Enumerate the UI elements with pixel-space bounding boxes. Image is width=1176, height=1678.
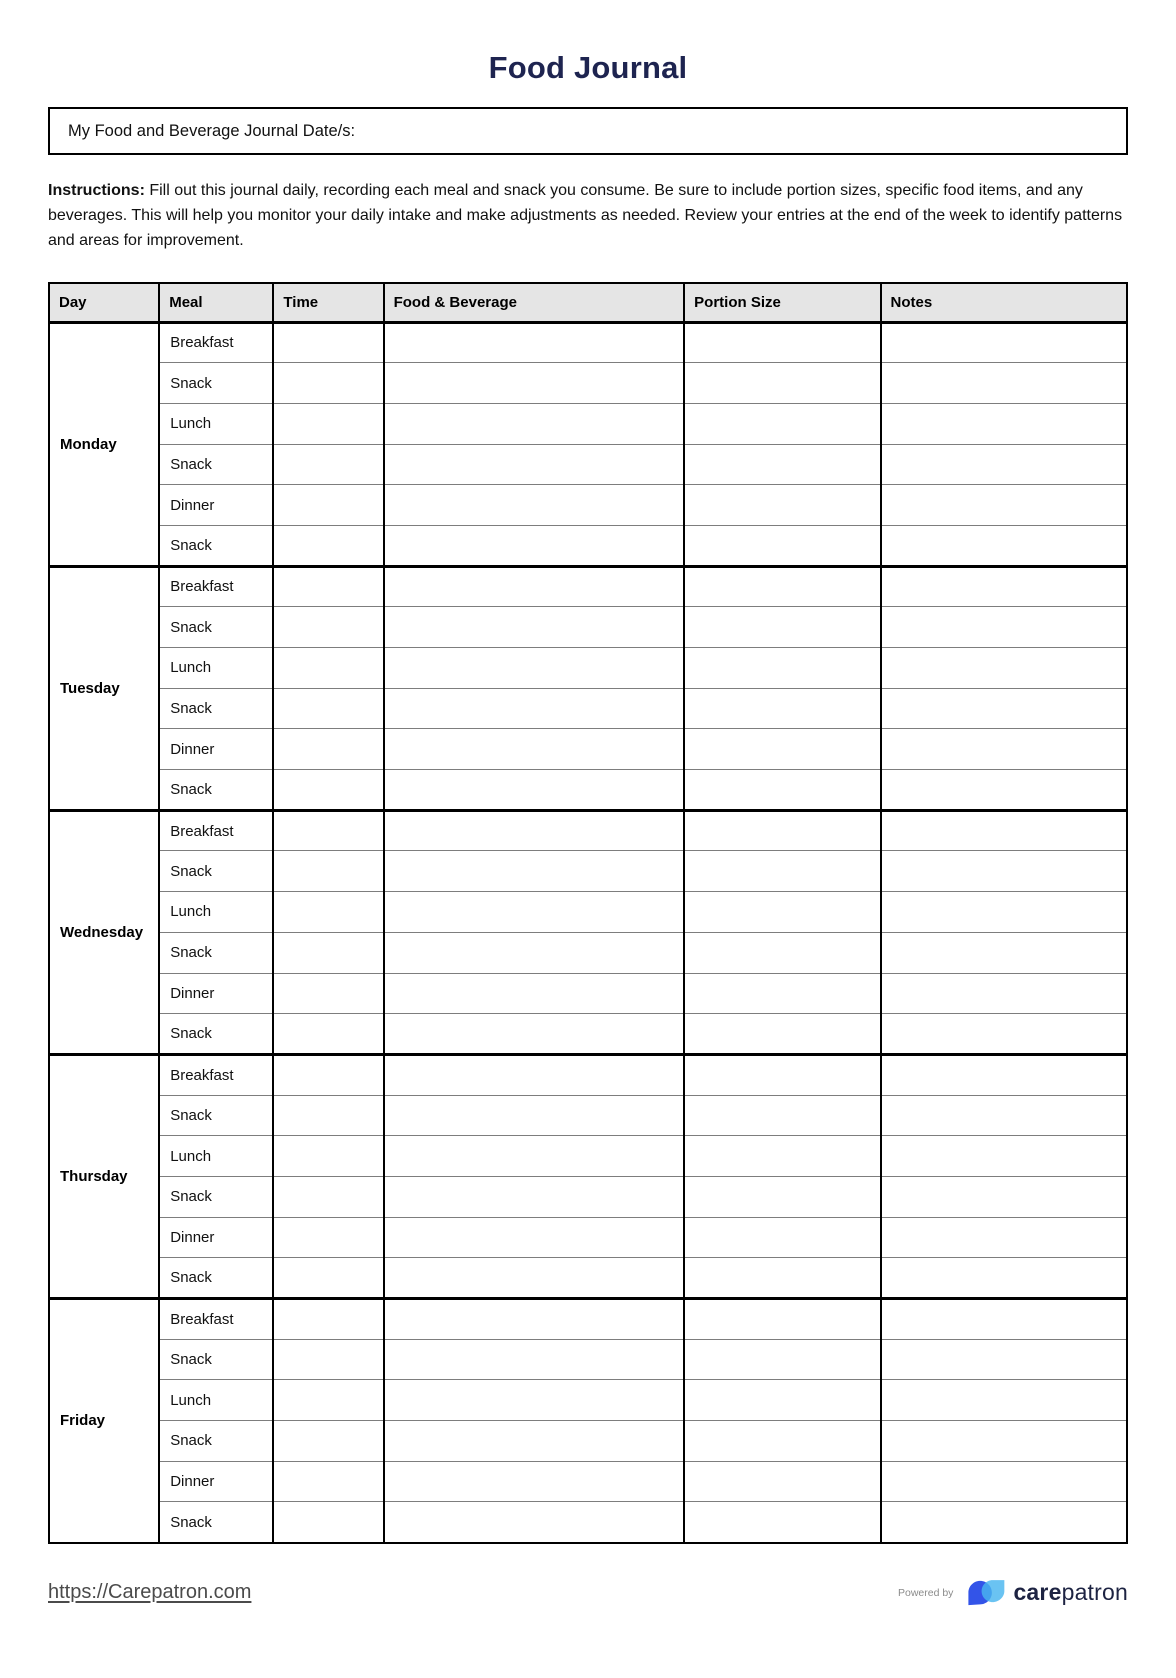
notes-cell[interactable] — [881, 1339, 1127, 1380]
journal-row — [49, 444, 1127, 485]
header-meal: Meal — [159, 283, 273, 322]
day-cell-tuesday: Tuesday — [49, 566, 159, 810]
header-time: Time — [273, 283, 383, 322]
meal-label-cell: Snack — [159, 1095, 273, 1136]
meal-label-cell: Breakfast — [159, 1054, 273, 1095]
footer — [48, 1575, 1128, 1611]
time-cell[interactable] — [273, 770, 383, 811]
time-cell[interactable] — [273, 1136, 383, 1177]
meal-label-cell: Lunch — [159, 892, 273, 933]
instructions-paragraph — [48, 178, 1128, 253]
meal-label-cell: Breakfast — [159, 566, 273, 607]
carepatron-bubbles-icon — [964, 1575, 1008, 1611]
date-box — [48, 107, 1128, 155]
time-cell[interactable] — [273, 1380, 383, 1421]
portion-size-cell[interactable] — [684, 1217, 880, 1258]
journal-row — [49, 648, 1127, 689]
time-cell[interactable] — [273, 1502, 383, 1543]
time-cell[interactable] — [273, 444, 383, 485]
meal-label-cell: Dinner — [159, 485, 273, 526]
portion-size-cell[interactable] — [684, 729, 880, 770]
food-beverage-cell[interactable] — [384, 1421, 685, 1462]
portion-size-cell[interactable] — [684, 973, 880, 1014]
meal-label-cell: Snack — [159, 1176, 273, 1217]
time-cell[interactable] — [273, 932, 383, 973]
instructions-text: Fill out this journal daily, recording each meal and snack you consume. Be sure to include portion sizes, specific food items, and any beverages. This will help you monitor your daily intake and make adjustments as needed. Review your entries at the end of the week to identify patterns and areas for improvement. — [48, 182, 1123, 249]
day-cell-monday: Monday — [49, 322, 159, 566]
journal-row — [49, 1421, 1127, 1462]
journal-row — [49, 851, 1127, 892]
notes-cell[interactable] — [881, 607, 1127, 648]
meal-label-cell: Snack — [159, 607, 273, 648]
notes-cell[interactable] — [881, 1014, 1127, 1055]
meal-label-cell: Lunch — [159, 1136, 273, 1177]
powered-by-label: Powered by — [897, 1586, 954, 1599]
time-cell[interactable] — [273, 607, 383, 648]
notes-cell[interactable] — [881, 1095, 1127, 1136]
food-beverage-cell[interactable] — [384, 1461, 685, 1502]
meal-label-cell: Lunch — [159, 648, 273, 689]
meal-label-cell: Snack — [159, 525, 273, 566]
notes-cell[interactable] — [881, 973, 1127, 1014]
food-beverage-cell[interactable] — [384, 1095, 685, 1136]
food-beverage-cell[interactable] — [384, 1054, 685, 1095]
food-beverage-cell[interactable] — [384, 322, 685, 363]
journal-row — [49, 1095, 1127, 1136]
food-beverage-cell[interactable] — [384, 770, 685, 811]
portion-size-cell[interactable] — [684, 688, 880, 729]
food-beverage-cell[interactable] — [384, 1502, 685, 1543]
journal-row — [49, 770, 1127, 811]
time-cell[interactable] — [273, 1014, 383, 1055]
food-beverage-cell[interactable] — [384, 607, 685, 648]
time-cell[interactable] — [273, 1258, 383, 1299]
powered-by-block — [898, 1575, 1128, 1611]
time-cell[interactable] — [273, 810, 383, 851]
journal-row — [49, 1014, 1127, 1055]
notes-cell[interactable] — [881, 1502, 1127, 1543]
notes-cell[interactable] — [881, 403, 1127, 444]
food-beverage-cell[interactable] — [384, 1339, 685, 1380]
portion-size-cell[interactable] — [684, 1095, 880, 1136]
food-beverage-cell[interactable] — [384, 485, 685, 526]
food-beverage-cell[interactable] — [384, 1380, 685, 1421]
journal-row — [49, 1176, 1127, 1217]
journal-row — [49, 1380, 1127, 1421]
notes-cell[interactable] — [881, 525, 1127, 566]
journal-row — [49, 892, 1127, 933]
food-beverage-cell[interactable] — [384, 810, 685, 851]
time-cell[interactable] — [273, 851, 383, 892]
meal-label-cell: Breakfast — [159, 322, 273, 363]
time-cell[interactable] — [273, 1339, 383, 1380]
notes-cell[interactable] — [881, 363, 1127, 404]
meal-label-cell: Snack — [159, 932, 273, 973]
meal-label-cell: Snack — [159, 770, 273, 811]
time-cell[interactable] — [273, 322, 383, 363]
portion-size-cell[interactable] — [684, 851, 880, 892]
page — [0, 48, 1176, 1678]
portion-size-cell[interactable] — [684, 1014, 880, 1055]
notes-cell[interactable] — [881, 648, 1127, 689]
meal-label-cell: Snack — [159, 363, 273, 404]
food-beverage-cell[interactable] — [384, 1176, 685, 1217]
journal-row — [49, 932, 1127, 973]
notes-cell[interactable] — [881, 485, 1127, 526]
time-cell[interactable] — [273, 1054, 383, 1095]
date-input-area[interactable] — [355, 109, 1126, 153]
time-cell[interactable] — [273, 973, 383, 1014]
notes-cell[interactable] — [881, 1176, 1127, 1217]
portion-size-cell[interactable] — [684, 648, 880, 689]
time-cell[interactable] — [273, 525, 383, 566]
food-beverage-cell[interactable] — [384, 1258, 685, 1299]
food-beverage-cell[interactable] — [384, 525, 685, 566]
food-beverage-cell[interactable] — [384, 1299, 685, 1340]
meal-label-cell: Snack — [159, 1339, 273, 1380]
meal-label-cell: Lunch — [159, 403, 273, 444]
notes-cell[interactable] — [881, 770, 1127, 811]
page-title: Food Journal — [488, 50, 688, 85]
portion-size-cell[interactable] — [684, 1380, 880, 1421]
journal-row — [49, 973, 1127, 1014]
time-cell[interactable] — [273, 1176, 383, 1217]
carepatron-logo — [964, 1575, 1128, 1611]
time-cell[interactable] — [273, 688, 383, 729]
journal-row — [49, 363, 1127, 404]
day-cell-wednesday: Wednesday — [49, 810, 159, 1054]
meal-label-cell: Dinner — [159, 973, 273, 1014]
header-portion-size: Portion Size — [684, 283, 880, 322]
portion-size-cell[interactable] — [684, 1176, 880, 1217]
food-beverage-cell[interactable] — [384, 566, 685, 607]
journal-row — [49, 810, 1127, 851]
portion-size-cell[interactable] — [684, 1299, 880, 1340]
food-beverage-cell[interactable] — [384, 729, 685, 770]
meal-label-cell: Lunch — [159, 1380, 273, 1421]
notes-cell[interactable] — [881, 1461, 1127, 1502]
food-beverage-cell[interactable] — [384, 892, 685, 933]
food-beverage-cell[interactable] — [384, 973, 685, 1014]
meal-label-cell: Snack — [159, 444, 273, 485]
food-beverage-cell[interactable] — [384, 1014, 685, 1055]
portion-size-cell[interactable] — [684, 444, 880, 485]
portion-size-cell[interactable] — [684, 566, 880, 607]
notes-cell[interactable] — [881, 1217, 1127, 1258]
header-day: Day — [49, 283, 159, 322]
meal-label-cell: Breakfast — [159, 810, 273, 851]
portion-size-cell[interactable] — [684, 892, 880, 933]
food-beverage-cell[interactable] — [384, 444, 685, 485]
journal-row — [49, 1136, 1127, 1177]
table-header-row — [49, 283, 1127, 322]
journal-row — [49, 566, 1127, 607]
food-beverage-cell[interactable] — [384, 403, 685, 444]
notes-cell[interactable] — [881, 1054, 1127, 1095]
date-box-label: My Food and Beverage Journal Date/s: — [68, 121, 356, 140]
notes-cell[interactable] — [881, 444, 1127, 485]
journal-row — [49, 607, 1127, 648]
time-cell[interactable] — [273, 648, 383, 689]
journal-row — [49, 403, 1127, 444]
portion-size-cell[interactable] — [684, 770, 880, 811]
portion-size-cell[interactable] — [684, 1502, 880, 1543]
meal-label-cell: Dinner — [159, 1217, 273, 1258]
time-cell[interactable] — [273, 1421, 383, 1462]
meal-label-cell: Breakfast — [159, 1299, 273, 1340]
time-cell[interactable] — [273, 566, 383, 607]
notes-cell[interactable] — [881, 932, 1127, 973]
portion-size-cell[interactable] — [684, 1339, 880, 1380]
meal-label-cell: Snack — [159, 1421, 273, 1462]
journal-row — [49, 1054, 1127, 1095]
journal-row — [49, 525, 1127, 566]
brand-care: care — [1013, 1579, 1062, 1606]
food-beverage-cell[interactable] — [384, 363, 685, 404]
header-notes: Notes — [881, 283, 1127, 322]
notes-cell[interactable] — [881, 1421, 1127, 1462]
instructions-label: Instructions: — [48, 182, 145, 199]
notes-cell[interactable] — [881, 1136, 1127, 1177]
portion-size-cell[interactable] — [684, 485, 880, 526]
portion-size-cell[interactable] — [684, 403, 880, 444]
notes-cell[interactable] — [881, 688, 1127, 729]
meal-label-cell: Snack — [159, 851, 273, 892]
portion-size-cell[interactable] — [684, 363, 880, 404]
food-beverage-cell[interactable] — [384, 932, 685, 973]
carepatron-wordmark — [1013, 1579, 1128, 1606]
notes-cell[interactable] — [881, 322, 1127, 363]
journal-row — [49, 1299, 1127, 1340]
journal-row — [49, 1339, 1127, 1380]
journal-row — [49, 322, 1127, 363]
time-cell[interactable] — [273, 1299, 383, 1340]
notes-cell[interactable] — [881, 810, 1127, 851]
portion-size-cell[interactable] — [684, 1421, 880, 1462]
day-cell-friday: Friday — [49, 1299, 159, 1543]
journal-row — [49, 1461, 1127, 1502]
journal-row — [49, 729, 1127, 770]
portion-size-cell[interactable] — [684, 1461, 880, 1502]
notes-cell[interactable] — [881, 851, 1127, 892]
food-beverage-cell[interactable] — [384, 851, 685, 892]
portion-size-cell[interactable] — [684, 1054, 880, 1095]
notes-cell[interactable] — [881, 1380, 1127, 1421]
portion-size-cell[interactable] — [684, 932, 880, 973]
portion-size-cell[interactable] — [684, 322, 880, 363]
food-beverage-cell[interactable] — [384, 688, 685, 729]
meal-label-cell: Dinner — [159, 1461, 273, 1502]
notes-cell[interactable] — [881, 1299, 1127, 1340]
portion-size-cell[interactable] — [684, 525, 880, 566]
food-beverage-cell[interactable] — [384, 1136, 685, 1177]
journal-row — [49, 485, 1127, 526]
meal-label-cell: Snack — [159, 688, 273, 729]
carepatron-link[interactable]: https://Carepatron.com — [48, 1581, 252, 1604]
time-cell[interactable] — [273, 363, 383, 404]
time-cell[interactable] — [273, 403, 383, 444]
journal-row — [49, 688, 1127, 729]
header-food-beverage: Food & Beverage — [384, 283, 685, 322]
meal-label-cell: Snack — [159, 1502, 273, 1543]
meal-label-cell: Dinner — [159, 729, 273, 770]
portion-size-cell[interactable] — [684, 607, 880, 648]
meal-label-cell: Snack — [159, 1258, 273, 1299]
notes-cell[interactable] — [881, 892, 1127, 933]
notes-cell[interactable] — [881, 1258, 1127, 1299]
portion-size-cell[interactable] — [684, 1258, 880, 1299]
food-journal-table — [48, 282, 1128, 1544]
food-beverage-cell[interactable] — [384, 648, 685, 689]
notes-cell[interactable] — [881, 729, 1127, 770]
brand-patron: patron — [1061, 1579, 1128, 1606]
journal-row — [49, 1217, 1127, 1258]
time-cell[interactable] — [273, 1217, 383, 1258]
time-cell[interactable] — [273, 1461, 383, 1502]
journal-row — [49, 1258, 1127, 1299]
meal-label-cell: Snack — [159, 1014, 273, 1055]
day-cell-thursday: Thursday — [49, 1054, 159, 1298]
time-cell[interactable] — [273, 485, 383, 526]
time-cell[interactable] — [273, 729, 383, 770]
food-beverage-cell[interactable] — [384, 1217, 685, 1258]
time-cell[interactable] — [273, 1095, 383, 1136]
notes-cell[interactable] — [881, 566, 1127, 607]
time-cell[interactable] — [273, 892, 383, 933]
portion-size-cell[interactable] — [684, 1136, 880, 1177]
portion-size-cell[interactable] — [684, 810, 880, 851]
journal-row — [49, 1502, 1127, 1543]
